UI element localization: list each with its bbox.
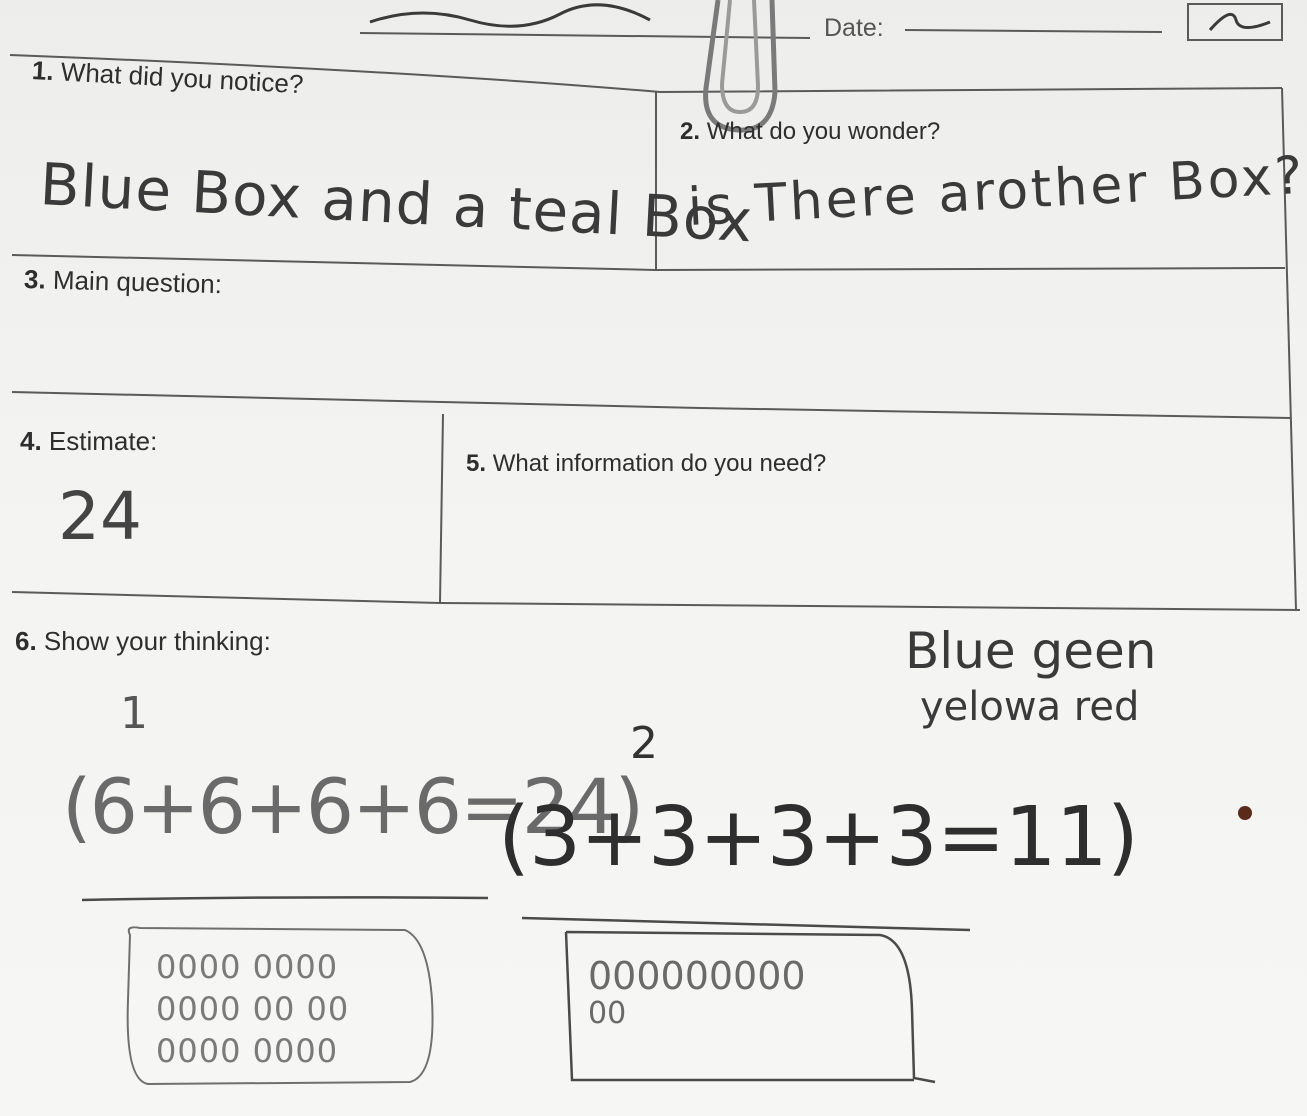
row3-rule <box>12 592 1300 610</box>
date-label: Date: <box>824 14 884 42</box>
answer-4: 24 <box>58 478 142 555</box>
counters-1-row-3: 0000 0000 <box>156 1032 339 1070</box>
row2-rule <box>12 392 1290 418</box>
question-2-label: 2. What do you wonder? <box>680 118 941 145</box>
ink-dot <box>1238 806 1252 820</box>
question-5-label: 5. What information do you need? <box>466 450 827 477</box>
rule-2 <box>522 918 970 930</box>
counters-2-row-1: 000000000 <box>588 954 806 998</box>
question-6-label: 6. Show your thinking: <box>15 626 271 656</box>
name-scribble <box>370 5 650 26</box>
marker-2: 2 <box>630 718 658 769</box>
equation-2: (3+3+3+3=11) <box>498 790 1138 885</box>
marker-1: 1 <box>120 688 148 739</box>
col-divider-2 <box>440 414 443 603</box>
paperclip-icon <box>706 0 775 130</box>
counters-1-row-2: 0000 00 00 <box>156 990 350 1028</box>
equation-1: (6+6+6+6=24) <box>62 762 643 851</box>
color-note-line-2: yelowa red <box>920 684 1140 730</box>
answer-1: Blue Box and a teal Box <box>38 150 755 256</box>
rule-1 <box>82 897 488 900</box>
question-4-label: 4. Estimate: <box>20 426 158 456</box>
color-note-line-1: Blue geen <box>905 622 1157 680</box>
counters-1-row-1: 0000 0000 <box>156 948 339 986</box>
question-1-label: 1. What did you notice? <box>31 55 305 100</box>
date-line <box>905 30 1162 32</box>
answer-2: is There arother Box? <box>686 145 1307 238</box>
question-3-label: 3. Main question: <box>23 264 223 300</box>
counters-2-row-2: 00 <box>588 996 627 1031</box>
